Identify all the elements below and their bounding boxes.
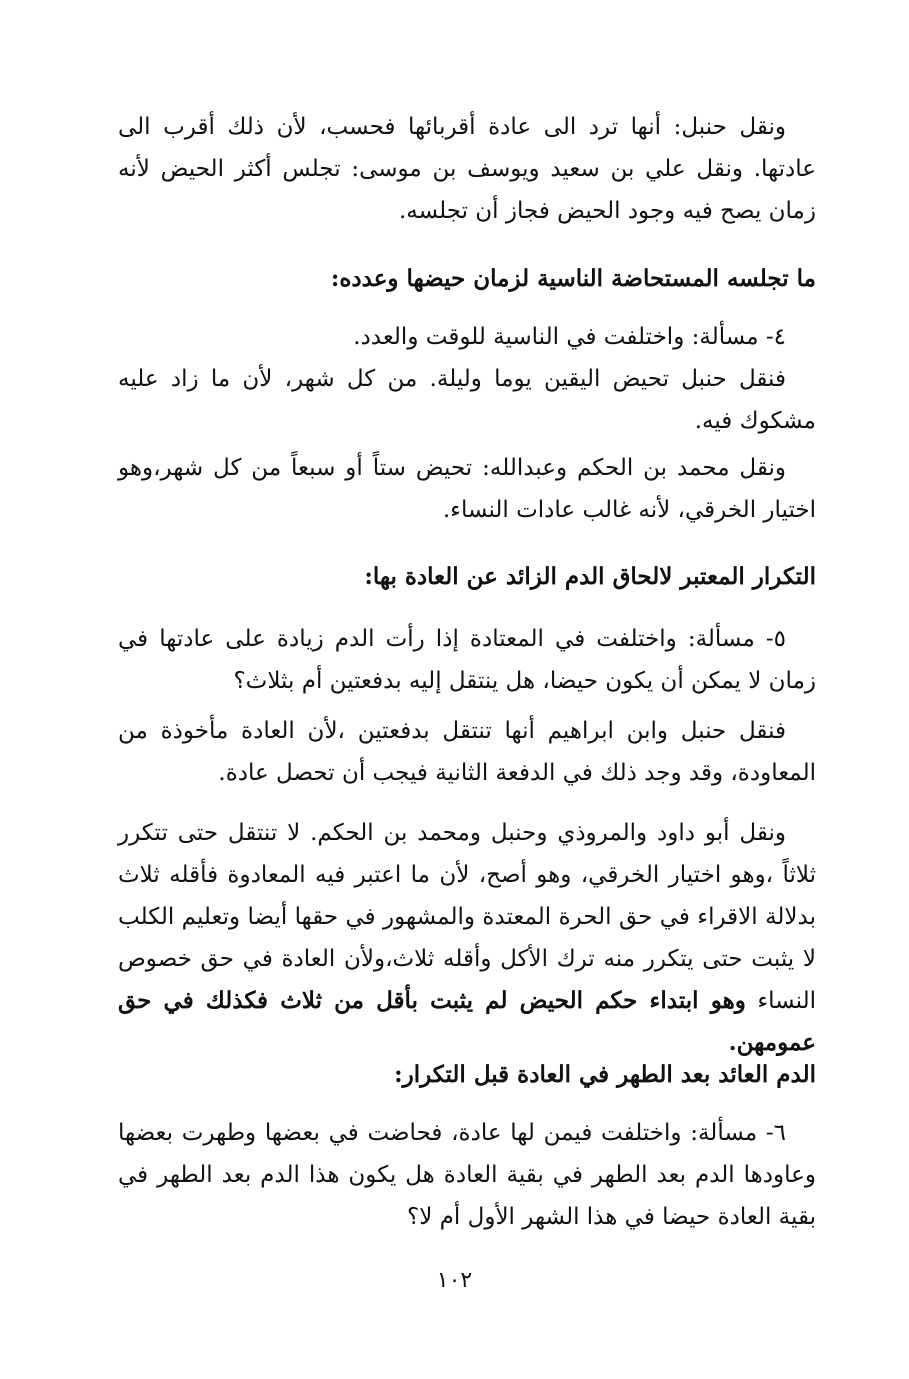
heading-returning-blood: الدم العائد بعد الطهر في العادة قبل التكرار: (394, 1061, 816, 1088)
paragraph-three-times-conclusion: وهو ابتداء حكم الحيض لم يثبت بأقل من ثلاث فكذلك في حق عمومهن. (118, 987, 816, 1056)
paragraph-issue-5: ٥- مسألة: واختلفت في المعتادة إذا رأت الدم زيادة على عادتها في زمان لا يمكن أن يكون حيضا، هل ينتقل إليه بدفعتين أم بثلاث؟ (118, 626, 816, 694)
heading-repetition: التكرار المعتبر لالحاق الدم الزائد عن العادة بها: (364, 563, 816, 590)
page-number: ١٠٢ (436, 1268, 473, 1293)
paragraph-three-times (118, 812, 816, 1064)
paragraph-issue-4: ٤- مسألة: واختلفت في الناسية للوقت والعدد. (353, 324, 786, 350)
paragraph-two-times: فنقل حنبل وابن ابراهيم أنها تنتقل بدفعتين ،لأن العادة مأخوذة من المعاودة، وقد وجد ذلك في الدفعة الثانية فيجب أن تحصل عادة. (118, 718, 816, 786)
paragraph-six-or-seven: ونقل محمد بن الحكم وعبدالله: تحيض ستاً أو سبعاً من كل شهر،وهو اختيار الخرقي، لأنه غالب عادات النساء. (118, 455, 816, 523)
paragraph-hanbal-relatives: ونقل حنبل: أنها ترد الى عادة أقربائها فحسب، لأن ذلك أقرب الى عادتها. ونقل علي بن سعيد ويوسف بن موسى: تجلس أكثر الحيض لأنه زمان يصح فيه وجود الحيض فجاز أن تجلسه. (118, 114, 816, 224)
heading-forgetful-mustahada: ما تجلسه المستحاضة الناسية لزمان حيضها وعدده: (330, 265, 816, 292)
paragraph-three-times-body: ونقل أبو داود والمروذي وحنبل ومحمد بن الحكم. لا تنتقل حتى تتكرر ثلاثاً ،وهو اختيار الخرقي، وهو أصح، لأن ما اعتبر فيه المعادوة فأقله ثلاث بدلالة الاقراء في حق الحرة المعتدة والمشهور في حقها أيضا وتعليم الكلب لا يثبت حتى يتكرر منه ترك الأكل وأقله ثلاث،ولأن العادة في حق خصوص النساء (118, 820, 816, 1014)
paragraph-issue-6: ٦- مسألة: واختلفت فيمن لها عادة، فحاضت في بعضها وطهرت بعضها وعاودها الدم بعد الطهر في بقية العادة هل يكون هذا الدم بعد الطهر في بقية العادة حيضا في هذا الشهر الأول أم لا؟ (118, 1120, 816, 1230)
paragraph-hanbal-certainty: فنقل حنبل تحيض اليقين يوما وليلة. من كل شهر، لأن ما زاد عليه مشكوك فيه. (118, 366, 816, 434)
